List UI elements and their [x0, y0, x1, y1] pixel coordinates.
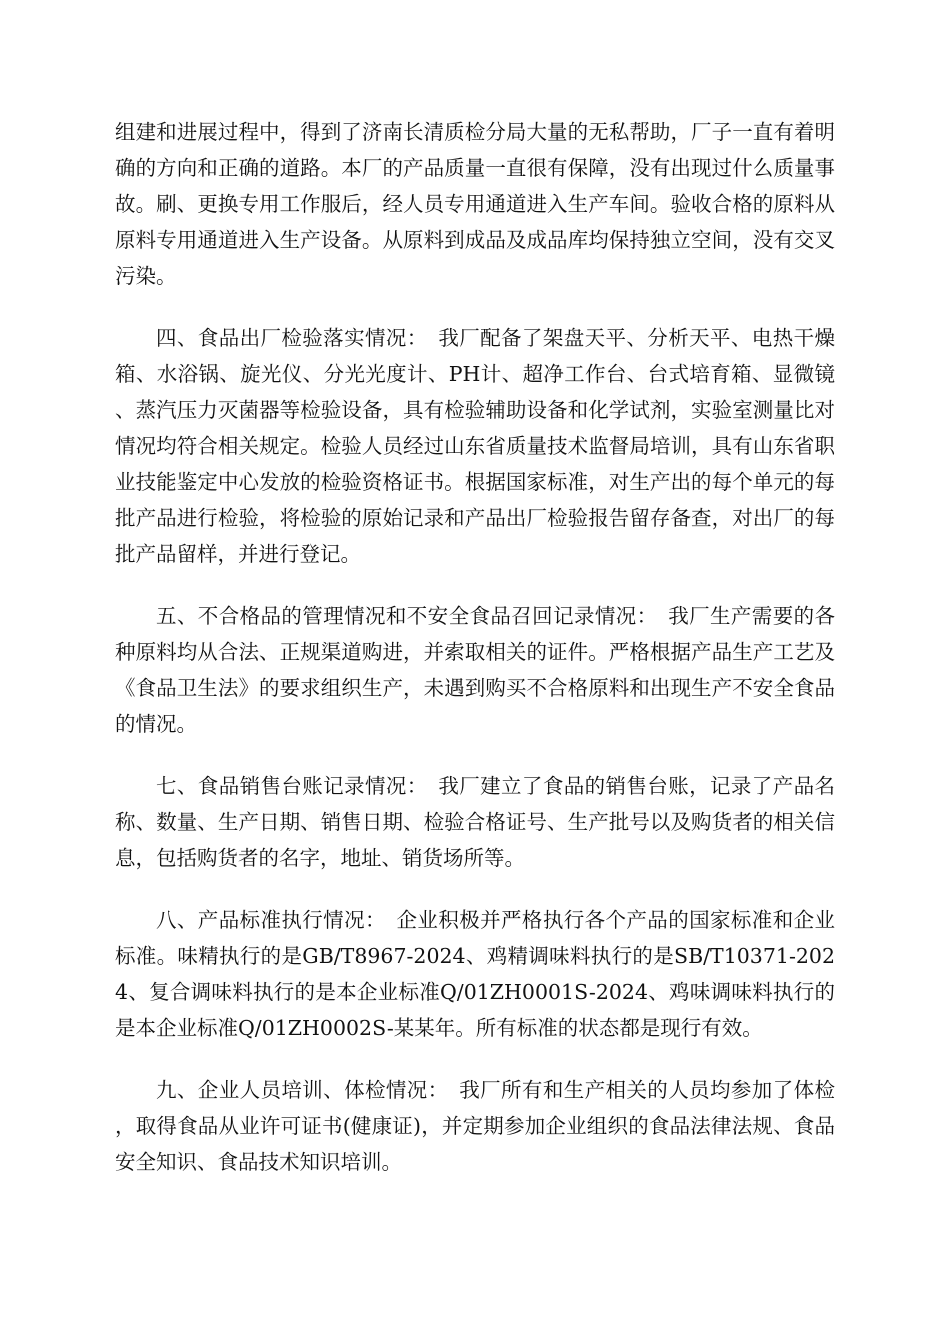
paragraph-section-4-inspection: 四、食品出厂检验落实情况： 我厂配备了架盘天平、分析天平、电热干燥箱、水浴锅、旋光仪、分光光度计、PH计、超净工作台、台式培育箱、显微镜、蒸汽压力灭菌器等检验设备，具有检验辅助设备和化学试剂，实验室测量比对情况均符合相关规定。检验人员经过山东省质量技术监督局培训，具有山东省职业技能鉴定中心发放的检验资格证书。根据国家标准，对生产出的每个单元的每批产品进行检验，将检验的原始记录和产品出厂检验报告留存备查，对出厂的每批产品留样，并进行登记。	[115, 326, 835, 566]
paragraph-section-7-sales-ledger: 七、食品销售台账记录情况： 我厂建立了食品的销售台账，记录了产品名称、数量、生产日期、销售日期、检验合格证号、生产批号以及购货者的相关信息，包括购货者的名字，地址、销货场所等。	[115, 774, 835, 870]
document-body	[115, 114, 835, 1206]
paragraph-continuation: 组建和进展过程中，得到了济南长清质检分局大量的无私帮助，厂子一直有着明确的方向和正确的道路。本厂的产品质量一直很有保障，没有出现过什么质量事故。刷、更换专用工作服后，经人员专用通道进入生产车间。验收合格的原料从原料专用通道进入生产设备。从原料到成品及成品库均保持独立空间，没有交叉污染。	[115, 120, 835, 288]
paragraph-section-8-standards: 八、产品标准执行情况： 企业积极并严格执行各个产品的国家标准和企业标准。味精执行的是GB/T8967-2024、鸡精调味料执行的是SB/T10371-2024、复合调味料执行的是本企业标准Q/01ZH0001S-2024、鸡味调味料执行的是本企业标准Q/01ZH0002S-某某年。所有标准的状态都是现行有效。	[115, 908, 835, 1040]
paragraph-section-5-nonconforming: 五、不合格品的管理情况和不安全食品召回记录情况： 我厂生产需要的各种原料均从合法、正规渠道购进，并索取相关的证件。严格根据产品生产工艺及《食品卫生法》的要求组织生产，未遇到购买不合格原料和出现生产不安全食品的情况。	[115, 604, 835, 736]
paragraph-section-9-training: 九、企业人员培训、体检情况： 我厂所有和生产相关的人员均参加了体检，取得食品从业许可证书(健康证)，并定期参加企业组织的食品法律法规、食品安全知识、食品技术知识培训。	[115, 1078, 835, 1174]
